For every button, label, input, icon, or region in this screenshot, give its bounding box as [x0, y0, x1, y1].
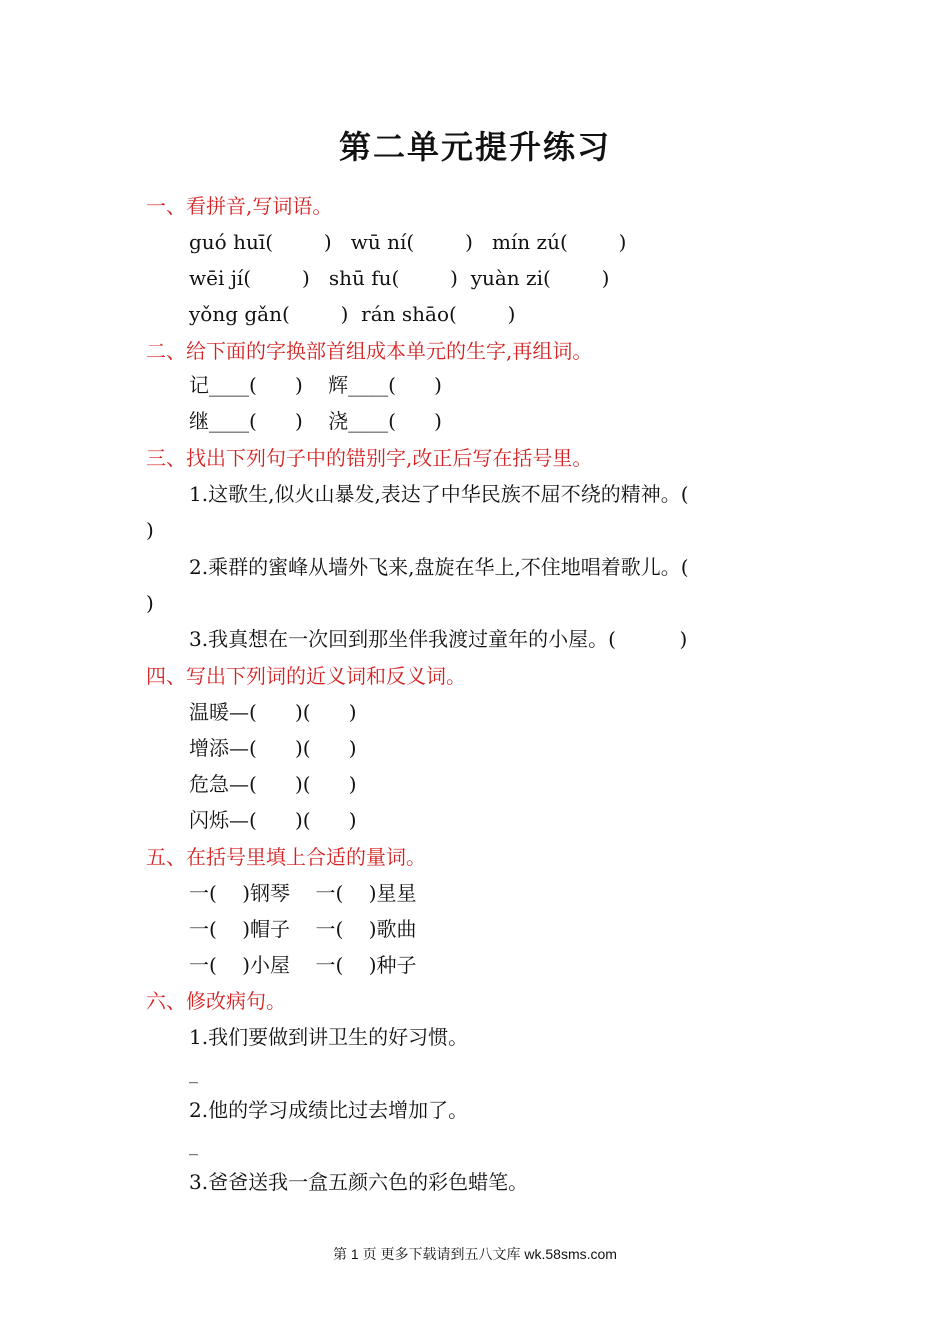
section-5-heading: 五、在括号里填上合适的量词。: [146, 845, 426, 869]
pinyin-row-1: guó huī( ) wū ní( ) mín zú( ): [189, 230, 627, 254]
section-1-heading: 一、看拼音,写词语。: [146, 194, 333, 218]
sentence-question-3: 3.爸爸送我一盒五颜六色的彩色蜡笔。: [189, 1170, 529, 1194]
measure-word-row-3: 一( )小屋 一( )种子: [189, 953, 417, 977]
sentence-question-2: 2.他的学习成绩比过去增加了。: [189, 1098, 469, 1122]
typo-question-2-close: ): [146, 591, 154, 615]
typo-question-2: 2.乘群的蜜峰从墙外飞来,盘旋在华上,不住地唱着歌儿。(: [189, 555, 689, 579]
synonym-row-1: 温暖—( )( ): [189, 700, 357, 724]
page-title: 第二单元提升练习: [338, 128, 611, 166]
typo-question-3: 3.我真想在一次回到那坐伴我渡过童年的小屋。( ): [189, 627, 688, 651]
answer-line-1: _: [189, 1063, 198, 1084]
typo-question-1: 1.这歌生,似火山暴发,表达了中华民族不屈不绕的精神。(: [189, 482, 689, 506]
synonym-row-4: 闪烁—( )( ): [189, 808, 357, 832]
synonym-row-3: 危急—( )( ): [189, 772, 357, 796]
measure-word-row-2: 一( )帽子 一( )歌曲: [189, 917, 417, 941]
typo-question-1-close: ): [146, 518, 154, 542]
measure-word-row-1: 一( )钢琴 一( )星星: [189, 881, 417, 905]
answer-line-2: _: [189, 1135, 198, 1156]
page-footer: 第 1 页 更多下载请到五八文库 wk.58sms.com: [333, 1246, 617, 1262]
pinyin-row-2: wēi jí( ) shū fu( ) yuàn zi( ): [189, 266, 610, 290]
radical-row-1: 记____( ) 辉____( ): [189, 373, 442, 397]
section-6-heading: 六、修改病句。: [146, 989, 286, 1013]
radical-row-2: 继____( ) 浇____( ): [189, 409, 442, 433]
sentence-question-1: 1.我们要做到讲卫生的好习惯。: [189, 1025, 469, 1049]
section-2-heading: 二、给下面的字换部首组成本单元的生字,再组词。: [146, 339, 593, 363]
section-4-heading: 四、写出下列词的近义词和反义词。: [146, 664, 466, 688]
section-3-heading: 三、找出下列句子中的错别字,改正后写在括号里。: [146, 446, 593, 470]
pinyin-row-3: yǒng gǎn( ) rán shāo( ): [189, 302, 516, 326]
synonym-row-2: 增添—( )( ): [189, 736, 357, 760]
